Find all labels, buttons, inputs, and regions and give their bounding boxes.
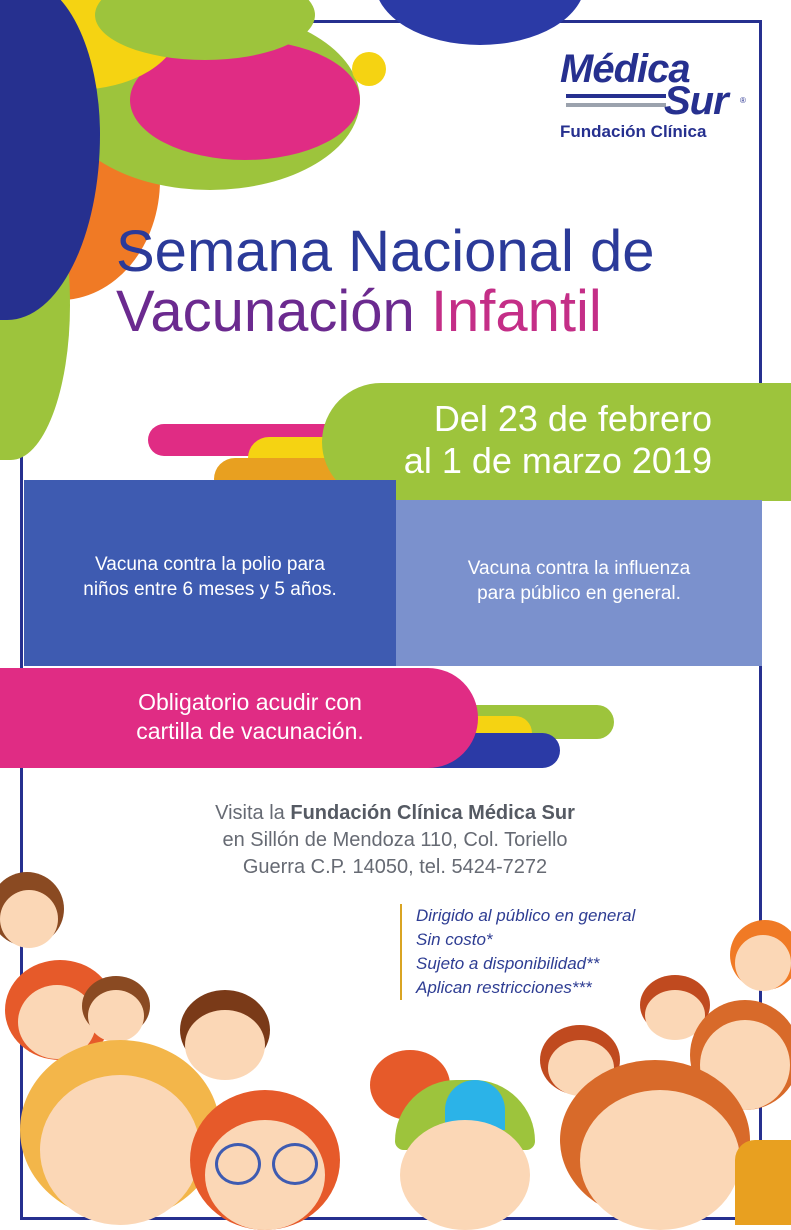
logo-medica-text: Médica xyxy=(560,47,690,91)
condition-item: Aplican restricciones*** xyxy=(416,978,592,997)
polio-line-1: Vacuna contra la polio para xyxy=(95,554,325,575)
logo-stripes xyxy=(566,94,666,112)
title-word-infantil: Infantil xyxy=(430,279,602,344)
logo-sur-text: Sur xyxy=(664,79,728,123)
page-title xyxy=(116,219,736,344)
logo-subtitle: Fundación Clínica xyxy=(560,122,707,141)
polio-vaccine-box xyxy=(24,480,396,666)
condition-item: Dirigido al público en general xyxy=(416,906,636,925)
polio-line-2: niños entre 6 meses y 5 años. xyxy=(83,579,337,600)
condition-item: Sin costo* xyxy=(416,930,493,949)
visit-line-3: Guerra C.P. 14050, tel. 5424-7272 xyxy=(242,856,548,878)
polio-vaccine-text xyxy=(44,552,376,602)
registered-mark: ® xyxy=(740,96,746,105)
date-text xyxy=(340,398,712,482)
title-line-2 xyxy=(116,279,736,344)
mandatory-line-1: Obligatorio acudir con xyxy=(138,689,362,715)
influenza-line-2: para público en general. xyxy=(477,583,681,604)
influenza-line-1: Vacuna contra la influenza xyxy=(467,558,691,579)
visit-place: Fundación Clínica Médica Sur xyxy=(290,802,575,824)
date-line-2: al 1 de marzo 2019 xyxy=(403,440,712,481)
date-line-1: Del 23 de febrero xyxy=(433,398,712,439)
visit-line-1 xyxy=(150,800,640,827)
visit-info xyxy=(150,800,640,881)
title-word-vacunacion: Vacunación xyxy=(116,279,415,344)
visit-prefix: Visita la xyxy=(215,802,285,824)
title-line-1: Semana Nacional de xyxy=(116,219,655,284)
influenza-vaccine-text xyxy=(412,556,746,606)
condition-item: Sujeto a disponibilidad** xyxy=(416,954,600,973)
medica-sur-logo xyxy=(560,47,760,142)
mandatory-line-2: cartilla de vacunación. xyxy=(136,718,364,744)
mandatory-text xyxy=(90,688,410,746)
visit-line-2: en Sillón de Mendoza 110, Col. Toriello xyxy=(222,829,568,851)
influenza-vaccine-box xyxy=(396,500,762,666)
